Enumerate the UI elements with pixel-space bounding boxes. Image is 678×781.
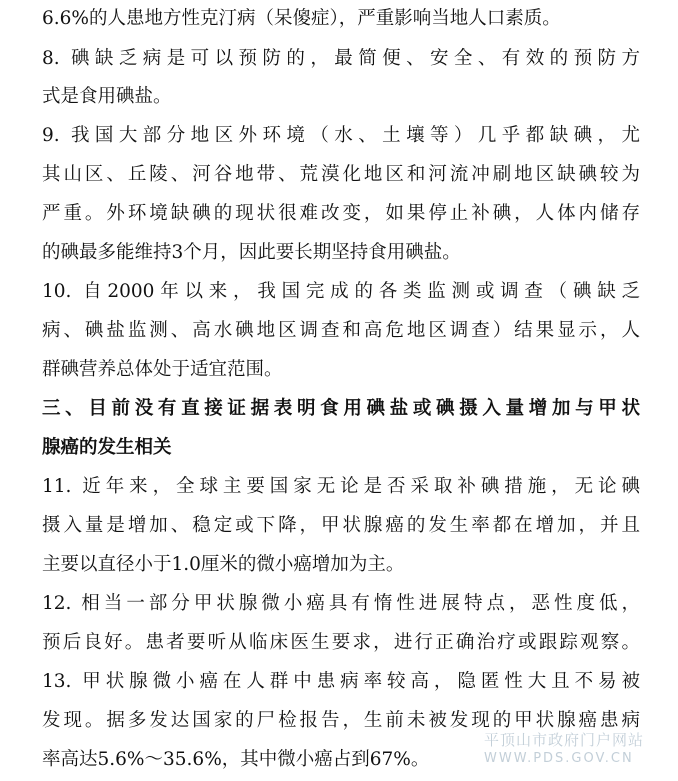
text-line: 13. 甲状腺微小癌在人群中患病率较高，隐匿性大且不易被 [42, 671, 640, 692]
watermark [484, 730, 674, 768]
watermark-url: WWW.PDS.GOV.CN [484, 751, 634, 766]
text-line: 病、碘盐监测、高水碘地区调查和高危地区调查）结果显示，人 [42, 320, 640, 341]
section-heading: 三、目前没有直接证据表明食用碘盐或碘摄入量增加与甲状 [42, 398, 640, 419]
text-line: 10. 自2000年以来，我国完成的各类监测或调查（碘缺乏 [42, 281, 640, 302]
text-line: 摄入量是增加、稳定或下降，甲状腺癌的发生率都在增加，并且 [42, 515, 640, 536]
text-line: 群碘营养总体处于适宜范围。 [42, 359, 283, 380]
text-line: 式是食用碘盐。 [42, 86, 172, 107]
watermark-title: 平顶山市政府门户网站 [484, 731, 645, 749]
text-line: 8. 碘缺乏病是可以预防的，最简便、安全、有效的预防方 [42, 48, 640, 69]
text-line: 预后良好。患者要听从临床医生要求，进行正确治疗或跟踪观察。 [42, 632, 640, 653]
text-line: 发现。据多发达国家的尸检报告，生前未被发现的甲状腺癌患病 [42, 710, 640, 731]
text-line: 9. 我国大部分地区外环境（水、土壤等）几乎都缺碘，尤 [42, 125, 640, 146]
text-line: 其山区、丘陵、河谷地带、荒漠化地区和河流冲刷地区缺碘较为 [42, 164, 640, 185]
text-line: 主要以直径小于1.0厘米的微小癌增加为主。 [42, 554, 405, 575]
text-line: 率高达5.6%～35.6%，其中微小癌占到67%。 [42, 749, 430, 770]
text-line: 的碘最多能维持3个月，因此要长期坚持食用碘盐。 [42, 242, 461, 263]
text-line: 12. 相当一部分甲状腺微小癌具有惰性进展特点，恶性度低， [42, 593, 640, 614]
section-heading: 腺癌的发生相关 [42, 437, 172, 458]
text-line: 11. 近年来，全球主要国家无论是否采取补碘措施，无论碘 [42, 476, 640, 497]
text-line: 6.6%的人患地方性克汀病（呆傻症），严重影响当地人口素质。 [42, 8, 561, 29]
text-line: 严重。外环境缺碘的现状很难改变，如果停止补碘，人体内储存 [42, 203, 640, 224]
